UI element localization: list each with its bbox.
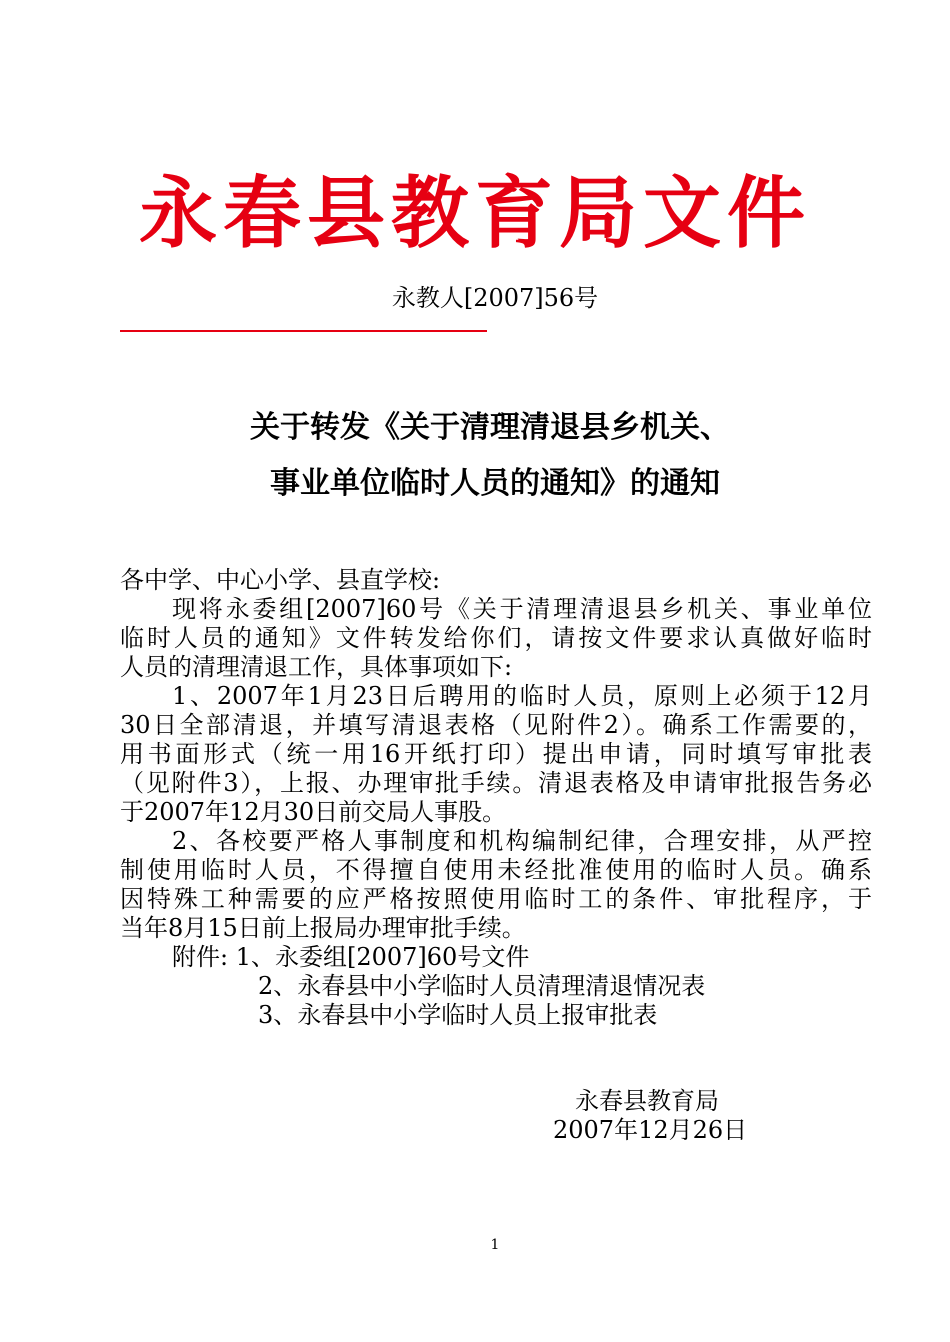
body-line: 人员的清理清退工作，具体事项如下: [120,653,513,681]
page-number: 1 [490,1237,500,1253]
body-line: 用书面形式（统一用16开纸打印）提出申请，同时填写审批表 [120,740,872,768]
body-line: 制使用临时人员，不得擅自使用未经批准使用的临时人员。确系 [120,856,872,884]
body-line: 现将永委组[2007]60号《关于清理清退县乡机关、事业单位 [172,595,872,623]
signature-date: 2007年12月26日 [553,1116,748,1144]
attachment-item: 附件: 1、永委组[2007]60号文件 [172,943,530,971]
body-line: 因特殊工种需要的应严格按照使用临时工的条件、审批程序，于 [120,885,872,913]
header-title: 永春县教育局文件 [138,169,811,259]
body-line: 2、各校要严格人事制度和机构编制纪律，合理安排，从严控 [172,827,872,855]
body-line: 于2007年12月30日前交局人事股。 [120,798,507,826]
salutation: 各中学、中心小学、县直学校: [120,566,441,594]
body-line: （见附件3），上报、办理审批手续。清退表格及申请审批报告务必 [120,769,872,797]
red-divider-line [120,330,487,332]
signature-org: 永春县教育局 [575,1087,719,1115]
attachment-item: 3、永春县中小学临时人员上报审批表 [258,1001,658,1029]
body-line: 30日全部清退，并填写清退表格（见附件2）。确系工作需要的， [120,711,872,739]
attachment-item: 2、永春县中小学临时人员清理清退情况表 [258,972,706,1000]
document-number: 永教人[2007]56号 [391,284,599,312]
body-line: 1、2007年1月23日后聘用的临时人员，原则上必须于12月 [172,682,872,710]
notice-title-line-2: 事业单位临时人员的通知》的通知 [270,466,720,501]
body-line: 当年8月15日前上报局办理审批手续。 [120,914,526,942]
notice-title-line-1: 关于转发《关于清理清退县乡机关、 [250,410,730,445]
body-line: 临时人员的通知》文件转发给你们，请按文件要求认真做好临时 [120,624,872,652]
